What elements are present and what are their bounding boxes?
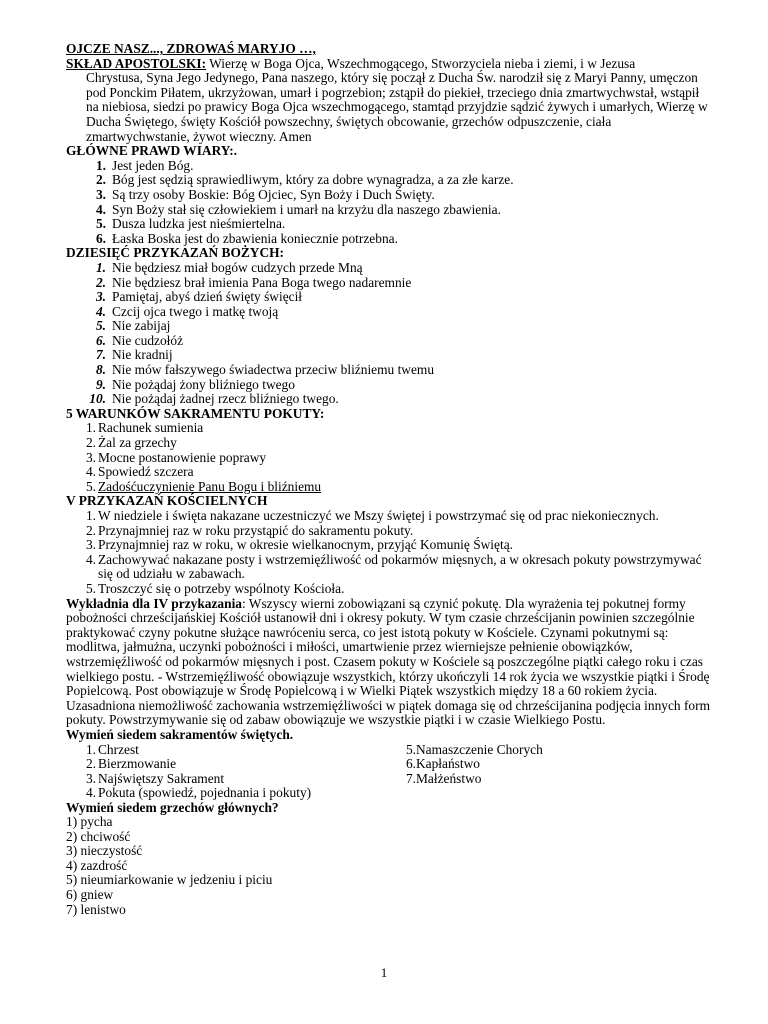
church-precepts-heading: V PRZYKAZAŃ KOŚCIELNYCH — [66, 493, 268, 509]
list-item: 7. Nie kradnij — [95, 347, 173, 363]
sacraments-list — [66, 743, 712, 801]
commandments-list — [66, 261, 712, 407]
list-item: 5. Namaszczenie Chorych — [405, 741, 543, 757]
deadly-sins-heading: Wymień siedem grzechów głównych? — [66, 799, 279, 815]
penance-conditions-list — [66, 421, 712, 494]
list-item: 1. Jest jeden Bóg. — [95, 157, 194, 173]
deadly-sins-list — [66, 815, 712, 917]
list-item: 4. Czcij ojca twego i matkę twoją — [95, 303, 279, 319]
penance-conditions-heading: 5 WARUNKÓW SAKRAMENTU POKUTY: — [66, 405, 325, 421]
explanation-text: : Wszyscy wierni zobowiązani są czynić pokutę. Dla wyrażenia tej pokutnej formy pobożności chrześcijańskiej Kościół ustanowił dni i okresy pokuty. W tym czasie chrześcijanin powinien szczególnie praktykować czyny pokutne służące nawróceniu serca, co jest istotą pokuty w Kościele. Czynami pokutnymi są: modlitwa, jałmużna, uczynki pobożności i miłości, umartwienie przez wierniejsze pełnienie obowiązków, wstrzemięźliwość od pokarmów mięsnych i post. Czasem pokuty w Kościele są poszczególne piątki całego roku i czas wielkiego postu. - Wstrzemięźliwość obowiązuje wszystkich, którzy ukończyli 14 rok życia we wszystkie piątki i Środę Popielcową. Post obowiązuje w Środę Popielcową i w Wielki Piątek wszystkich między 18 a 60 rokiem życia. Uzasadniona niemożliwość zachowania wstrzemięźliwości w piątek domaga się od chrześcijanina podjęcia innych form pokuty. Powstrzymywanie się od zabaw obowiązuje we wszystkie piątki i w czasie Wielkiego Postu. — [66, 595, 710, 728]
list-item: 3. Mocne postanowienie poprawy — [85, 449, 267, 465]
page-number: 1 — [380, 965, 388, 980]
list-item: 7. Małżeństwo — [405, 770, 482, 786]
list-item: 1) pycha — [66, 814, 113, 830]
list-item: 5) nieumiarkowanie w jedzeniu i piciu — [66, 872, 273, 888]
apostles-creed-body: Chrystusa, Syna Jego Jedynego, Pana naszego, który się począł z Ducha Św. narodził się z Maryi Panny, umęczon pod Ponckim Piłatem, ukrzyżowan, umarł i pogrzebion; zstąpił do piekieł, trzeciego dnia zmartwychwstał, wstąpił na niebiosa, siedzi po prawicy Boga Ojca wszechmogącego, stamtąd przyjdzie sądzić żywych i umarłych, Wierzę w Ducha Świętego, święty Kościół powszechny, świętych obcowanie, grzechów odpuszczenie, ciała zmartwychwstanie, żywot wieczny. Amen — [86, 70, 708, 144]
list-item: 1. Nie będziesz miał bogów cudzych przede Mną — [95, 259, 363, 275]
list-item: 8. Nie mów fałszywego świadectwa przeciw bliźniemu twemu — [95, 362, 435, 378]
list-item: 3) nieczystość — [66, 843, 143, 859]
prayers-title: OJCZE NASZ..., ZDROWAŚ MARYJO …, — [66, 41, 316, 56]
list-item: 3. Najświętszy Sakrament — [85, 770, 225, 786]
list-item: 3. Są trzy osoby Boskie: Bóg Ojciec, Syn Boży i Duch Święty. — [95, 186, 435, 202]
church-precepts-list — [66, 509, 712, 597]
sacraments-right-column — [402, 743, 702, 787]
list-item: 5. Troszczyć się o potrzeby wspólnoty Kościoła. — [85, 580, 345, 596]
main-truths-list — [66, 159, 712, 247]
page-content — [66, 42, 712, 917]
list-item: 2. Bierzmowanie — [85, 756, 177, 772]
fourth-precept-explanation — [66, 597, 712, 728]
list-item: 2. Nie będziesz brał imienia Pana Boga twego nadaremnie — [95, 274, 412, 290]
list-item: 4. Spowiedź szczera — [85, 464, 194, 480]
apostles-creed-label: SKŁAD APOSTOLSKI: — [66, 55, 207, 71]
sacraments-left-column — [66, 743, 396, 801]
list-item: 5. Nie zabijaj — [95, 318, 171, 334]
explanation-label: Wykładnia dla IV przykazania — [66, 595, 242, 611]
list-item: 6. Nie cudzołóż — [95, 332, 184, 348]
main-truths-heading: GŁÓWNE PRAWD WIARY:. — [66, 143, 238, 159]
list-item: 5. Dusza ludzka jest nieśmiertelna. — [95, 216, 286, 232]
list-item: 4. Syn Boży stał się człowiekiem i umarł na krzyżu dla naszego zbawienia. — [95, 201, 501, 217]
list-item: 5. Zadośćuczynienie Panu Bogu i bliźniemu — [85, 478, 322, 494]
list-item: 2) chciwość — [66, 828, 131, 844]
list-item: 3. Pamiętaj, abyś dzień święty święcił — [95, 289, 303, 305]
commandments-heading: DZIESIĘĆ PRZYKAZAŃ BOŻYCH: — [66, 245, 285, 261]
list-item: 2. Przynajmniej raz w roku przystąpić do sakramentu pokuty. — [85, 522, 414, 538]
list-item: 1. W niedziele i święta nakazane uczestniczyć we Mszy świętej i powstrzymać się od prac niekoniecznych. — [85, 508, 659, 523]
list-item: 6. Kapłaństwo — [405, 756, 480, 772]
list-item: 6. Łaska Boska jest do zbawienia koniecznie potrzebna. — [95, 230, 398, 246]
list-item: 1. Rachunek sumienia — [85, 420, 204, 436]
list-item: 4) zazdrość — [66, 857, 128, 873]
apostles-creed — [66, 57, 712, 145]
apostles-creed-first-line: Wierzę w Boga Ojca, Wszechmogącego, Stworzyciela nieba i ziemi, i w Jezusa — [206, 55, 636, 71]
list-item: 10. Nie pożądaj żadnej rzecz bliźniego twego. — [89, 391, 339, 407]
list-item: 1. Chrzest — [85, 741, 139, 757]
list-item: 4. Pokuta (spowiedź, pojednania i pokuty) — [85, 785, 312, 801]
list-item: 4. Zachowywać nakazane posty i wstrzemięźliwość od pokarmów mięsnych, a w okresach pokuty powstrzymywać się od udziału w zabawach. — [85, 551, 702, 582]
list-item: 6) gniew — [66, 887, 114, 903]
sacraments-heading: Wymień siedem sakramentów świętych. — [66, 726, 294, 742]
list-item: 2. Żal za grzechy — [85, 435, 177, 451]
list-item: 7) lenistwo — [66, 901, 126, 917]
list-item: 2. Bóg jest sędzią sprawiedliwym, który za dobre wynagradza, a za złe karze. — [95, 172, 514, 188]
list-item: 9. Nie pożądaj żony bliźniego twego — [95, 376, 295, 392]
list-item: 3. Przynajmniej raz w roku, w okresie wielkanocnym, przyjąć Komunię Świętą. — [85, 537, 513, 553]
